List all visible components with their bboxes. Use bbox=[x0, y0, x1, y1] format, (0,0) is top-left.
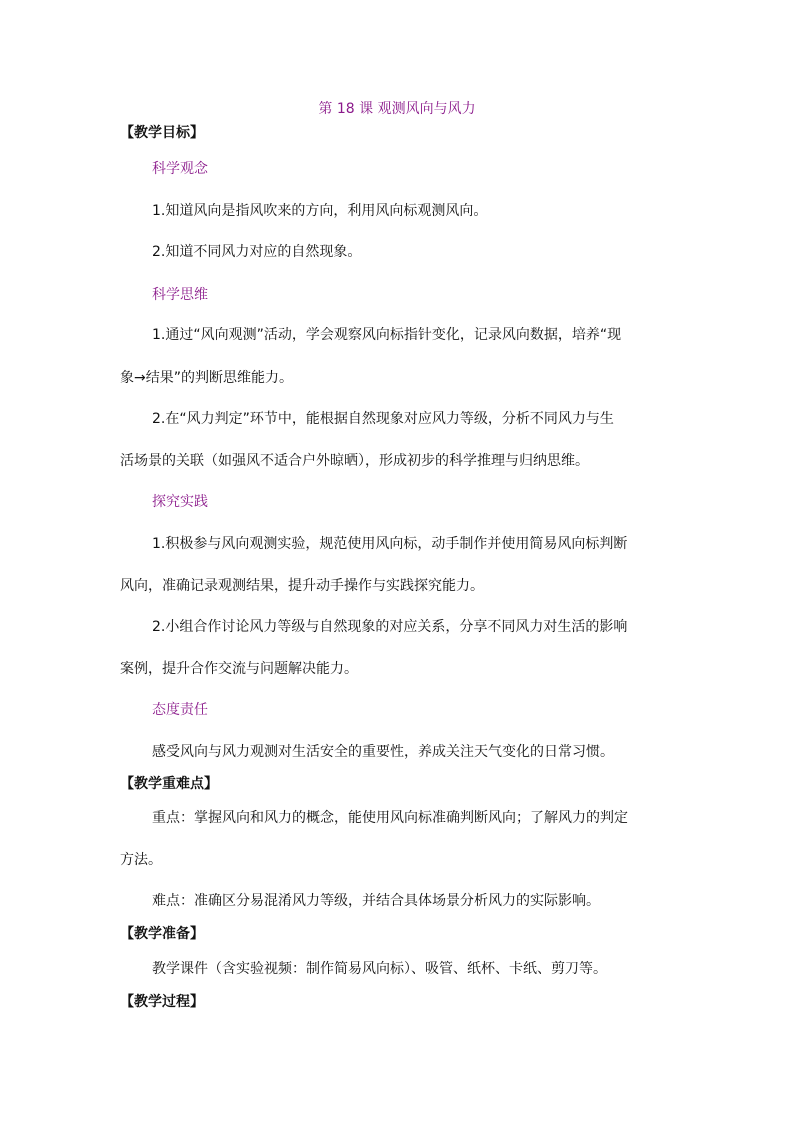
objectives-heading: 【教学目标】 bbox=[120, 125, 204, 141]
inquiry-practice-item-1-line-1: 1.积极参与风向观测实验，规范使用风向标，动手制作并使用简易风向标判断 bbox=[152, 536, 628, 552]
lesson-title: 第 18 课 观测风向与风力 bbox=[318, 101, 476, 117]
inquiry-practice-heading: 探究实践 bbox=[152, 494, 208, 510]
science-thinking-heading: 科学思维 bbox=[152, 287, 208, 303]
inquiry-practice-item-2-line-2: 案例，提升合作交流与问题解决能力。 bbox=[120, 661, 358, 677]
focus-line-2: 方法。 bbox=[120, 852, 162, 868]
key-points-heading: 【教学重难点】 bbox=[120, 776, 218, 792]
science-concept-heading: 科学观念 bbox=[152, 161, 208, 177]
difficulty-line: 难点：准确区分易混淆风力等级，并结合具体场景分析风力的实际影响。 bbox=[152, 893, 600, 909]
preparation-text: 教学课件（含实验视频：制作简易风向标）、吸管、纸杯、卡纸、剪刀等。 bbox=[152, 961, 607, 977]
science-thinking-item-2-line-1: 2.在“风力判定”环节中，能根据自然现象对应风力等级，分析不同风力与生 bbox=[152, 411, 614, 427]
preparation-heading: 【教学准备】 bbox=[120, 926, 204, 942]
science-concept-item-2: 2.知道不同风力对应的自然现象。 bbox=[152, 244, 362, 260]
inquiry-practice-item-2-line-1: 2.小组合作讨论风力等级与自然现象的对应关系，分享不同风力对生活的影响 bbox=[152, 619, 628, 635]
science-thinking-item-2-line-2: 活场景的关联（如强风不适合户外晾晒），形成初步的科学推理与归纳思维。 bbox=[120, 453, 589, 469]
science-thinking-item-1-line-1: 1.通过“风向观测”活动，学会观察风向标指针变化，记录风向数据，培养“现 bbox=[152, 327, 622, 343]
science-thinking-item-1-line-2: 象→结果”的判断思维能力。 bbox=[120, 370, 293, 386]
inquiry-practice-item-1-line-2: 风向，准确记录观测结果，提升动手操作与实践探究能力。 bbox=[120, 578, 484, 594]
attitude-heading: 态度责任 bbox=[152, 702, 208, 718]
science-concept-item-1: 1.知道风向是指风吹来的方向，利用风向标观测风向。 bbox=[152, 203, 488, 219]
focus-line-1: 重点：掌握风向和风力的概念，能使用风向标准确判断风向；了解风力的判定 bbox=[152, 810, 628, 826]
process-heading: 【教学过程】 bbox=[120, 994, 204, 1010]
attitude-item: 感受风向与风力观测对生活安全的重要性，养成关注天气变化的日常习惯。 bbox=[152, 744, 614, 760]
